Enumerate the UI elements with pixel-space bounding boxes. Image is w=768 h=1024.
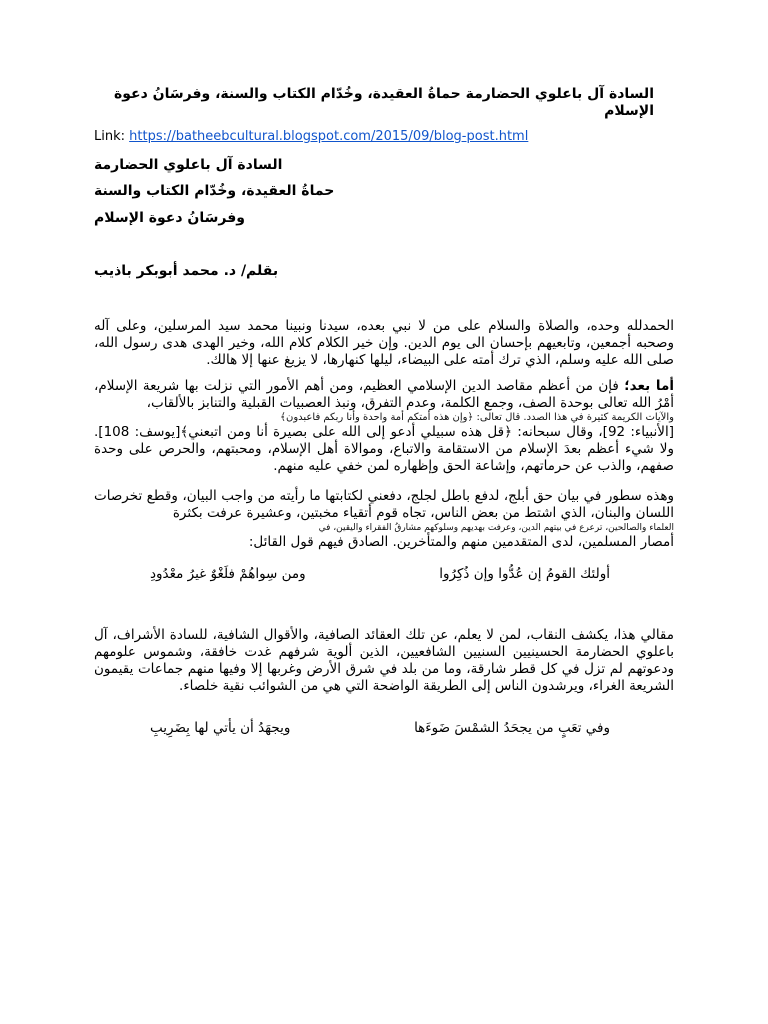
source-link[interactable]: https://batheebcultural.blogspot.com/2015/09/blog-post.html (129, 129, 529, 144)
verse-2-second-hemistich: ويجهَدُ أن يأتي لها بِضَرِيبِ (150, 720, 291, 736)
paragraph-amma-bad (94, 378, 674, 475)
verse-1 (150, 566, 610, 582)
document-title: السادة آل باعلوي الحضارمة حماةُ العقيدة، وخُدّام الكتاب والسنة، وفرسَانُ دعوة الإسلام (114, 86, 654, 119)
paragraph-purpose-text-b: أمصار المسلمين، لدى المتقدمين منهم والمتأخرين. الصادق فيهم قول القائل: (248, 534, 674, 550)
paragraph-purpose-text-a: وهذه سطور في بيان حق أبلج، لدفع باطل لجلج، دفعني لكتابتها ما رأيته من واجب البيان، وقطع تخرصات اللسان والبنان، الذي اشتط من بعض الناس، تجاه قوم أتقياء مخبتين، وعشيرة عرفت بكثرة (94, 488, 674, 521)
paragraph-amma-bad-text-b: [الأنبياء: 92]، وقال سبحانه: ﴿قل هذه سبيلي أدعو إلى الله على بصيرة أنا ومن اتبعني﴾[يوسف: 108]. ولا شيء أعظم بعدَ الإسلام من الاستقامة والاتباع، وموالاة أهل الإسلام، ومحبتهم، والحرص على وحدة صفهم، والذب عن حرماتهم، وإشاعة الحق وإظهاره لمن خفي عليه منهم. (94, 424, 674, 474)
paragraph-article: مقالي هذا، يكشف النقاب، لمن لا يعلم، عن تلك العقائد الصافية، والأقوال الشافية، للسادة الأشراف، آل باعلوي الحضارمة الحسينيين السنيين الشافعيين، الذين ألوية شرفهم غدت خافقة، وشموس علومهم ودعوتهم لم تزل في كل قطر شارقة، وما من بلد في شرق الأرض وغربها إلا وفيها منهم جماعات يقيمون الشريعة الغراء، ويرشدون الناس إلى الطريقة الواضحة التي هي من الشوائب نقية خلصاء. (94, 627, 674, 694)
verse-1-second-hemistich: ومن سِواهُمْ فلَغْوٌ غيرُ معْدُودِ (150, 566, 306, 582)
verse-1-first-hemistich: أولئك القومُ إن عُدُّوا وإن ذُكِرُوا (439, 566, 610, 582)
heading-1: السادة آل باعلوي الحضارمة (94, 157, 283, 173)
source-link-line (94, 129, 528, 144)
paragraph-purpose (94, 488, 674, 551)
verse-2 (150, 720, 610, 736)
paragraph-intro: الحمدلله وحده، والصلاة والسلام على من لا نبي بعده، سيدنا ونبينا محمد سيد المرسلين، وعلى آله وصحبه أجمعين، وتابعيهم بإحسان الى يوم الدين. وإن خير الكلام كلام الله، وخير الهدى هدى رسول الله، صلى الله عليه وسلم، الذي ترك أمته على البيضاء، ليلها كنهارها، لا يزيغ عنها إلا هالك. (94, 318, 674, 368)
verse-2-first-hemistich: وفي تعَبٍ من يجحَدُ الشمْسَ ضَوءَها (414, 720, 610, 736)
link-label: Link: (94, 129, 130, 144)
paragraph-purpose-small: العلماء والصالحين، ترعرع في بيتهم الدين، وعرفت بهديهم وسلوكهم مشارقُ الفقراء واليقين، في (318, 523, 674, 533)
heading-3: وفرسَانُ دعوة الإسلام (94, 210, 245, 226)
heading-2: حماةُ العقيدة، وخُدّام الكتاب والسنة (94, 183, 335, 199)
paragraph-amma-bad-small: والآيات الكريمة كثيرة في هذا الصدد. قال تعالى: ﴿وإن هذه أمتكم أمة واحدة وأنا ربكم فاعبدون﴾ (280, 412, 674, 423)
author-line: بقلم/ د. محمد أبوبكر باذيب (94, 263, 279, 279)
paragraph-amma-bad-text-a: فإن من أعظم مقاصد الدين الإسلامي العظيم، ومن أهم الأمور التي نزلت بها شريعة الإسلام، أمْرُ الله تعالى بوحدة الصف، وجمع الكلمة، وعدم التفرق، ونبذ العصبيات القبلية والتنابز بالألقاب، (94, 378, 674, 411)
amma-bad-lead: أما بعد؛ (624, 378, 674, 394)
